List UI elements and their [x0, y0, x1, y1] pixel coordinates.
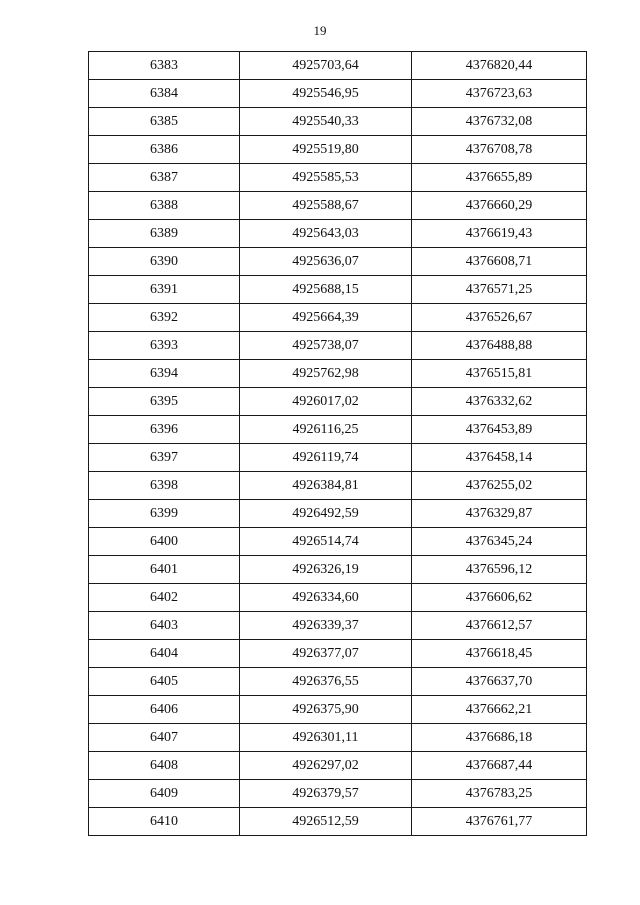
x-coordinate-cell: 4925664,39 [240, 304, 412, 332]
x-coordinate-cell: 4925688,15 [240, 276, 412, 304]
table-row [89, 220, 587, 248]
point-number-cell: 6394 [89, 360, 240, 388]
coordinates-table-body [89, 52, 587, 836]
table-row [89, 276, 587, 304]
coordinates-table [88, 51, 587, 836]
point-number-cell: 6401 [89, 556, 240, 584]
x-coordinate-cell: 4926297,02 [240, 752, 412, 780]
y-coordinate-cell: 4376453,89 [412, 416, 587, 444]
table-row [89, 304, 587, 332]
point-number-cell: 6402 [89, 584, 240, 612]
table-row [89, 444, 587, 472]
table-row [89, 192, 587, 220]
point-number-cell: 6408 [89, 752, 240, 780]
y-coordinate-cell: 4376332,62 [412, 388, 587, 416]
x-coordinate-cell: 4926384,81 [240, 472, 412, 500]
table-row [89, 52, 587, 80]
table-row [89, 780, 587, 808]
point-number-cell: 6390 [89, 248, 240, 276]
y-coordinate-cell: 4376329,87 [412, 500, 587, 528]
y-coordinate-cell: 4376660,29 [412, 192, 587, 220]
point-number-cell: 6384 [89, 80, 240, 108]
x-coordinate-cell: 4925762,98 [240, 360, 412, 388]
x-coordinate-cell: 4925636,07 [240, 248, 412, 276]
x-coordinate-cell: 4926301,11 [240, 724, 412, 752]
y-coordinate-cell: 4376687,44 [412, 752, 587, 780]
x-coordinate-cell: 4926334,60 [240, 584, 412, 612]
point-number-cell: 6409 [89, 780, 240, 808]
table-row [89, 108, 587, 136]
point-number-cell: 6395 [89, 388, 240, 416]
point-number-cell: 6407 [89, 724, 240, 752]
y-coordinate-cell: 4376612,57 [412, 612, 587, 640]
point-number-cell: 6393 [89, 332, 240, 360]
table-row [89, 80, 587, 108]
x-coordinate-cell: 4925643,03 [240, 220, 412, 248]
table-row [89, 696, 587, 724]
table-row [89, 584, 587, 612]
x-coordinate-cell: 4926119,74 [240, 444, 412, 472]
table-row [89, 332, 587, 360]
table-row [89, 808, 587, 836]
point-number-cell: 6399 [89, 500, 240, 528]
point-number-cell: 6404 [89, 640, 240, 668]
table-row [89, 472, 587, 500]
table-row [89, 752, 587, 780]
x-coordinate-cell: 4926377,07 [240, 640, 412, 668]
table-row [89, 164, 587, 192]
y-coordinate-cell: 4376571,25 [412, 276, 587, 304]
table-row [89, 528, 587, 556]
point-number-cell: 6385 [89, 108, 240, 136]
y-coordinate-cell: 4376783,25 [412, 780, 587, 808]
y-coordinate-cell: 4376515,81 [412, 360, 587, 388]
y-coordinate-cell: 4376732,08 [412, 108, 587, 136]
point-number-cell: 6398 [89, 472, 240, 500]
table-row [89, 416, 587, 444]
point-number-cell: 6387 [89, 164, 240, 192]
x-coordinate-cell: 4925588,67 [240, 192, 412, 220]
table-row [89, 668, 587, 696]
x-coordinate-cell: 4926514,74 [240, 528, 412, 556]
table-row [89, 640, 587, 668]
y-coordinate-cell: 4376820,44 [412, 52, 587, 80]
table-row [89, 500, 587, 528]
table-row [89, 556, 587, 584]
point-number-cell: 6406 [89, 696, 240, 724]
y-coordinate-cell: 4376761,77 [412, 808, 587, 836]
point-number-cell: 6396 [89, 416, 240, 444]
page-number: 19 [313, 23, 327, 38]
x-coordinate-cell: 4925546,95 [240, 80, 412, 108]
point-number-cell: 6386 [89, 136, 240, 164]
y-coordinate-cell: 4376686,18 [412, 724, 587, 752]
y-coordinate-cell: 4376723,63 [412, 80, 587, 108]
x-coordinate-cell: 4926339,37 [240, 612, 412, 640]
y-coordinate-cell: 4376345,24 [412, 528, 587, 556]
x-coordinate-cell: 4925738,07 [240, 332, 412, 360]
x-coordinate-cell: 4925540,33 [240, 108, 412, 136]
point-number-cell: 6389 [89, 220, 240, 248]
x-coordinate-cell: 4926376,55 [240, 668, 412, 696]
table-row [89, 724, 587, 752]
table-row [89, 136, 587, 164]
y-coordinate-cell: 4376488,88 [412, 332, 587, 360]
y-coordinate-cell: 4376255,02 [412, 472, 587, 500]
table-row [89, 388, 587, 416]
point-number-cell: 6403 [89, 612, 240, 640]
x-coordinate-cell: 4926375,90 [240, 696, 412, 724]
point-number-cell: 6410 [89, 808, 240, 836]
point-number-cell: 6383 [89, 52, 240, 80]
x-coordinate-cell: 4926379,57 [240, 780, 412, 808]
point-number-cell: 6400 [89, 528, 240, 556]
point-number-cell: 6405 [89, 668, 240, 696]
y-coordinate-cell: 4376606,62 [412, 584, 587, 612]
y-coordinate-cell: 4376596,12 [412, 556, 587, 584]
y-coordinate-cell: 4376458,14 [412, 444, 587, 472]
x-coordinate-cell: 4925519,80 [240, 136, 412, 164]
x-coordinate-cell: 4926326,19 [240, 556, 412, 584]
y-coordinate-cell: 4376526,67 [412, 304, 587, 332]
y-coordinate-cell: 4376618,45 [412, 640, 587, 668]
x-coordinate-cell: 4925703,64 [240, 52, 412, 80]
point-number-cell: 6391 [89, 276, 240, 304]
x-coordinate-cell: 4925585,53 [240, 164, 412, 192]
point-number-cell: 6392 [89, 304, 240, 332]
point-number-cell: 6397 [89, 444, 240, 472]
x-coordinate-cell: 4926512,59 [240, 808, 412, 836]
y-coordinate-cell: 4376708,78 [412, 136, 587, 164]
y-coordinate-cell: 4376619,43 [412, 220, 587, 248]
table-row [89, 612, 587, 640]
table-row [89, 248, 587, 276]
y-coordinate-cell: 4376662,21 [412, 696, 587, 724]
table-row [89, 360, 587, 388]
y-coordinate-cell: 4376637,70 [412, 668, 587, 696]
x-coordinate-cell: 4926116,25 [240, 416, 412, 444]
y-coordinate-cell: 4376608,71 [412, 248, 587, 276]
point-number-cell: 6388 [89, 192, 240, 220]
y-coordinate-cell: 4376655,89 [412, 164, 587, 192]
x-coordinate-cell: 4926017,02 [240, 388, 412, 416]
x-coordinate-cell: 4926492,59 [240, 500, 412, 528]
